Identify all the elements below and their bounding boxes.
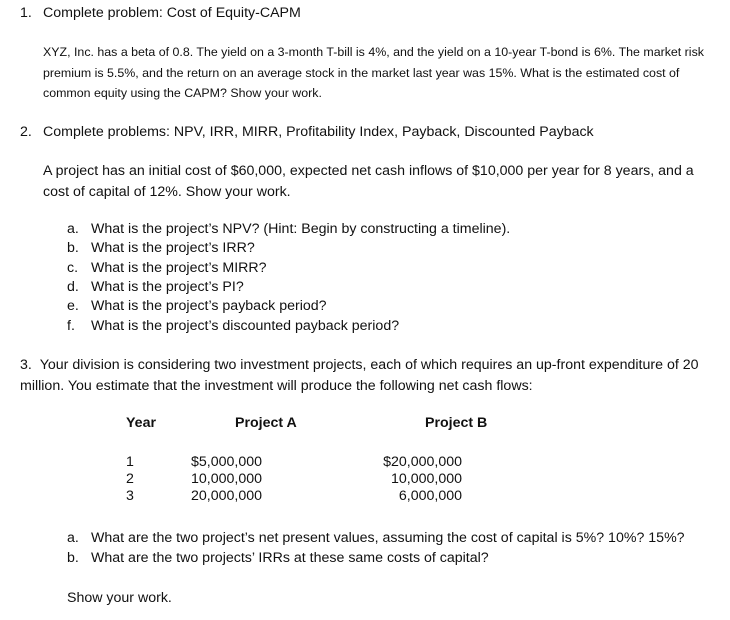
q3-item-letter: b. [67, 550, 79, 566]
q3-closing: Show your work. [67, 590, 172, 606]
table-cell-project-b: 6,000,000 [398, 488, 462, 504]
q2-item-letter: c. [67, 260, 79, 276]
q3-item-letter: a. [67, 530, 79, 546]
q2-item-text: What is the project’s MIRR? [91, 260, 267, 276]
q2-item-text: What is the project’s IRR? [91, 240, 255, 256]
q2-item-letter: b. [67, 240, 79, 256]
table-cell-project-a: $5,000,000 [190, 454, 262, 470]
q2-item-letter: a. [67, 221, 79, 237]
table-cell-year: 2 [126, 471, 134, 487]
q2-number: 2. [20, 124, 32, 140]
q1-text: XYZ, Inc. has a beta of 0.8. The yield on a 3-month T-bill is 4%, and the yield on a 10-year T-bond is 6%. The market risk premium is 5.5%, and the return on an average stock in the market last year was 15%. What is the estimated cost of common equity using the CAPM? Show your work. [43, 45, 704, 100]
q2-text: A project has an initial cost of $60,000, expected net cash inflows of $10,000 per year for 8 years, and a cost of capital of 12%. Show your work. [43, 163, 694, 200]
table-cell-project-a: 10,000,000 [190, 471, 262, 487]
q2-item-letter: e. [67, 298, 79, 314]
q3-number: 3. [20, 357, 32, 373]
q2-item-text: What is the project’s PI? [91, 279, 244, 295]
table-cell-year: 1 [126, 454, 134, 470]
table-cell-project-a: 20,000,000 [190, 488, 262, 504]
q3-item-text: What are the two project’s net present values, assuming the cost of capital is 5%? 10%? 15%? [91, 530, 685, 546]
table-column-year [120, 454, 140, 505]
q2-item-letter: f. [67, 318, 75, 334]
q2-item-text: What is the project’s discounted payback period? [91, 318, 400, 334]
table-column-project-a [170, 454, 262, 505]
q2-item-letter: d. [67, 279, 79, 295]
table-cell-year: 3 [126, 488, 134, 504]
table-header-year: Year [126, 415, 156, 431]
table-cell-project-b: 10,000,000 [390, 471, 462, 487]
table-column-project-b [360, 454, 462, 505]
table-header-project-b: Project B [425, 415, 488, 431]
q2-title: Complete problems: NPV, IRR, MIRR, Profitability Index, Payback, Discounted Payback [43, 124, 594, 140]
q3-item-text: What are the two projects’ IRRs at these same costs of capital? [91, 550, 489, 566]
q3-text-body: Your division is considering two investment projects, each of which requires an up-front expenditure of 20 million. You estimate that the investment will produce the following net cash flows: [20, 357, 699, 394]
q1-title: Complete problem: Cost of Equity-CAPM [43, 5, 301, 21]
q3-text [20, 355, 720, 396]
q2-item-text: What is the project’s NPV? (Hint: Begin by constructing a timeline). [91, 221, 511, 237]
table-cell-project-b: $20,000,000 [383, 454, 462, 470]
q1-number: 1. [20, 5, 32, 21]
table-header-project-a: Project A [235, 415, 297, 431]
q2-item-text: What is the project’s payback period? [91, 298, 327, 314]
